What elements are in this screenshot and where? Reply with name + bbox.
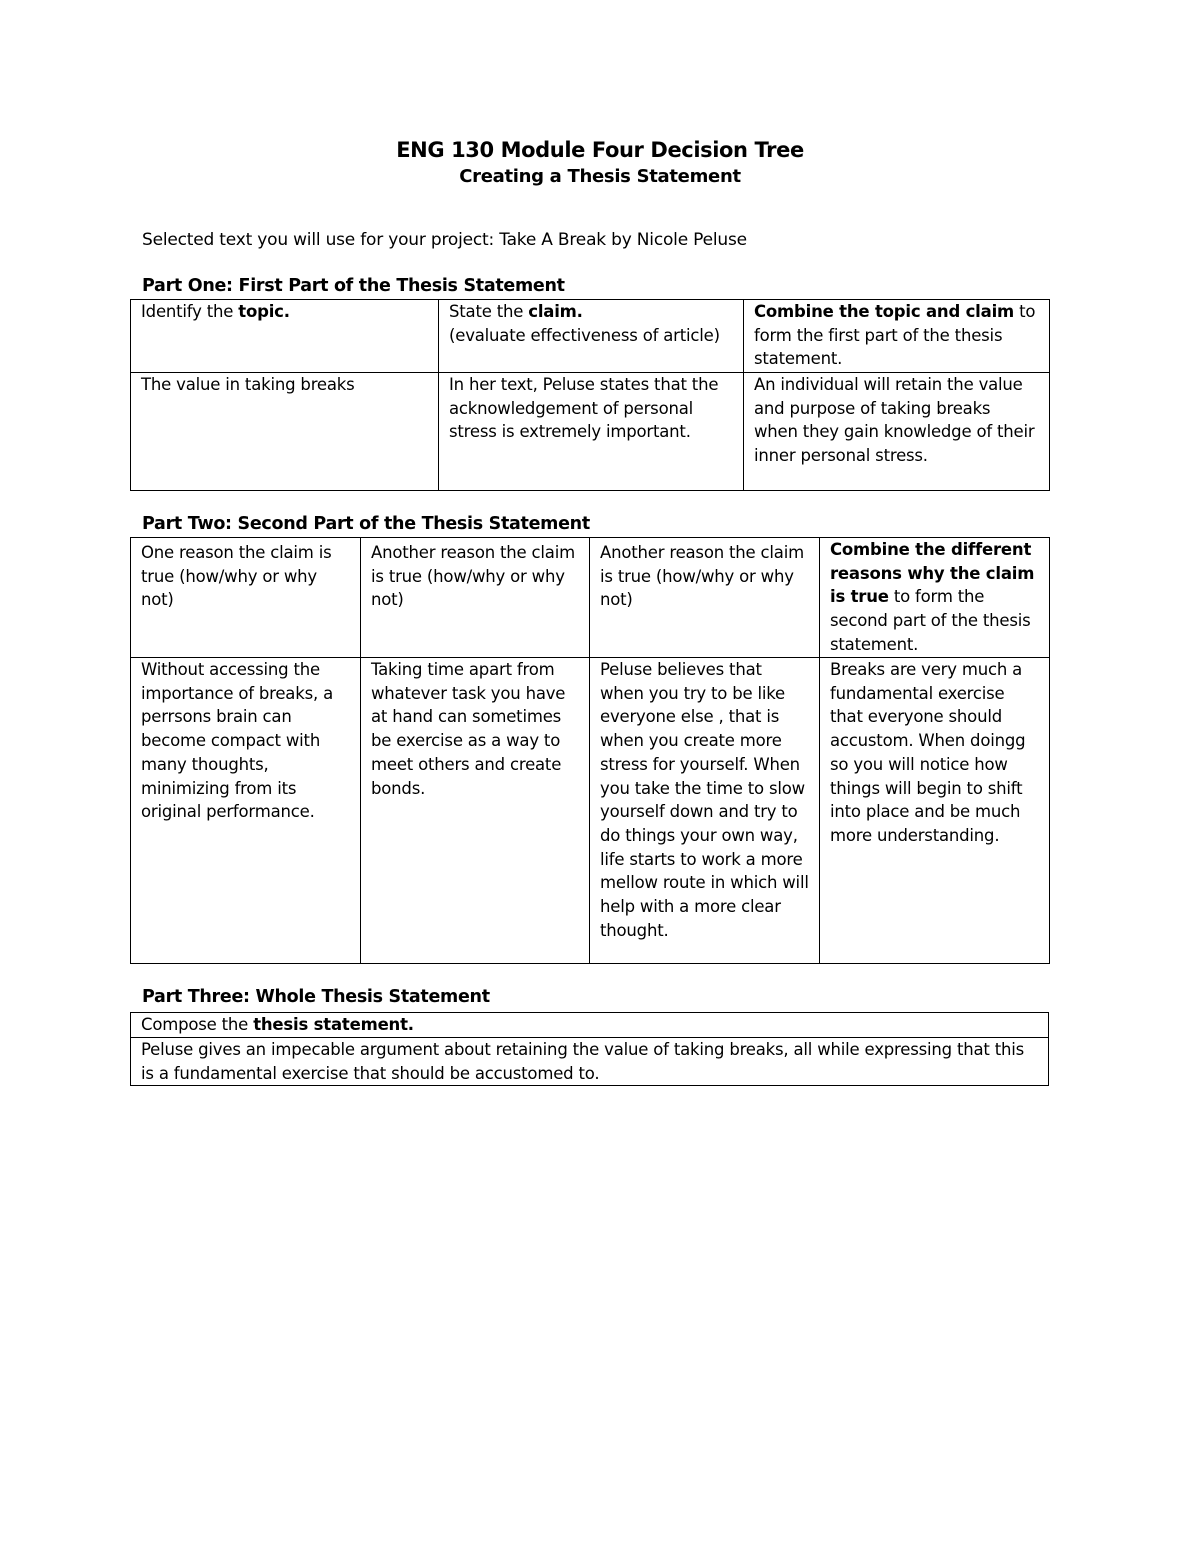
reason-one-header-cell: One reason the claim is true (how/why or why not) (131, 538, 361, 658)
document-title: ENG 130 Module Four Decision Tree (396, 138, 804, 162)
document-subtitle: Creating a Thesis Statement (459, 166, 741, 187)
combine-header-bold: Combine the topic and claim (754, 302, 1015, 321)
reason-three-header-cell: Another reason the claim is true (how/why or why not) (590, 538, 820, 658)
claim-header-bold: claim. (528, 302, 583, 321)
part-three-heading: Part Three: Whole Thesis Statement (142, 987, 490, 1007)
combine-reasons-bold: Combine the different reasons why the claim is true (830, 540, 1035, 607)
part-two-table (130, 537, 1050, 964)
claim-answer-cell: In her text, Peluse states that the acknowledgement of personal stress is extremely important. (439, 373, 744, 491)
selected-text-line: Selected text you will use for your project: Take A Break by Nicole Peluse (142, 230, 747, 250)
thesis-header-text: Compose the (141, 1015, 254, 1034)
part-three-header-row (131, 1013, 1049, 1038)
part-two-header-row (131, 538, 1050, 658)
reason-one-answer-cell: Without accessing the importance of breaks, a perrsons brain can become compact with many thoughts, minimizing from its original performance. (131, 658, 361, 964)
thesis-header-bold: thesis statement. (253, 1015, 414, 1034)
topic-header-text: Identify the (141, 302, 239, 321)
part-one-table (130, 299, 1050, 491)
claim-header-note: (evaluate effectiveness of article) (449, 325, 720, 345)
claim-header-text: State the (449, 302, 529, 321)
part-two-heading: Part Two: Second Part of the Thesis Statement (142, 514, 590, 534)
part-one-answer-row (131, 373, 1050, 491)
combine-header-cell (744, 300, 1050, 373)
thesis-header-cell (131, 1013, 1049, 1038)
topic-answer-cell: The value in taking breaks (131, 373, 439, 491)
claim-header-cell (439, 300, 744, 373)
thesis-answer-cell: Peluse gives an impecable argument about retaining the value of taking breaks, all while expressing that this is a fundamental exercise that should be accustomed to. (131, 1038, 1049, 1086)
reason-two-answer-cell: Taking time apart from whatever task you have at hand can sometimes be exercise as a way to meet others and create bonds. (361, 658, 590, 964)
part-one-heading: Part One: First Part of the Thesis Statement (142, 276, 565, 296)
part-one-header-row (131, 300, 1050, 373)
reason-three-answer-cell: Peluse believes that when you try to be like everyone else , that is when you create more stress for yourself. When you take the time to slow yourself down and try to do things your own way, life starts to work a more mellow route in which will help with a more clear thought. (590, 658, 820, 964)
reason-two-header-cell: Another reason the claim is true (how/why or why not) (361, 538, 590, 658)
combine-reasons-answer-cell: Breaks are very much a fundamental exercise that everyone should accustom. When doingg so you will notice how things will begin to shift into place and be much more understanding. (820, 658, 1050, 964)
topic-header-cell (131, 300, 439, 373)
topic-header-bold: topic. (238, 302, 290, 321)
part-two-answer-row (131, 658, 1050, 964)
combine-reasons-header-cell (820, 538, 1050, 658)
combine-answer-cell: An individual will retain the value and purpose of taking breaks when they gain knowledge of their inner personal stress. (744, 373, 1050, 491)
part-three-answer-row (131, 1038, 1049, 1086)
part-three-table (130, 1012, 1049, 1086)
combine-reasons-text: to form the second part of the thesis statement. (830, 587, 1031, 654)
combine-header-text: to form the first part of the thesis statement. (754, 302, 1036, 369)
